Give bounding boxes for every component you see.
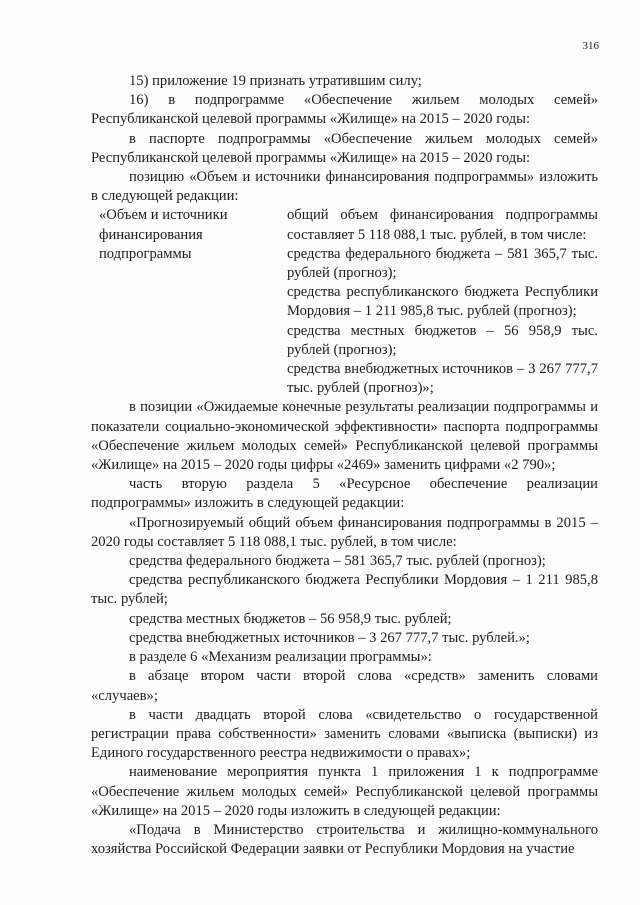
paragraph: 16) в подпрограмме «Обеспечение жильем молодых семей» Республиканской целевой программы «Жилище» на 2015 – 2020 годы: [91, 92, 598, 128]
paragraph: позицию «Объем и источники финансирования подпрограммы» изложить в следующей редакции: [91, 169, 598, 205]
paragraph: средства республиканского бюджета Республики Мордовия – 1 211 985,8 тыс. рублей; [91, 572, 598, 608]
table-line: средства республиканского бюджета Республики Мордовия – 1 211 985,8 тыс. рублей (прогноз); [287, 284, 598, 320]
table-cell-right [287, 206, 598, 398]
paragraph: в разделе 6 «Механизм реализации программы»: [129, 649, 432, 666]
table-cell-left: «Объем и источники финансирования подпрограммы [99, 207, 228, 262]
paragraph: «Подача в Министерство строительства и жилищно-коммунального хозяйства Российской Федерации заявки от Республики Мордовия на участие [91, 821, 598, 858]
paragraph: средства местных бюджетов – 56 958,9 тыс. рублей; [129, 610, 452, 627]
page-number: 316 [582, 40, 599, 52]
paragraph: средства федерального бюджета – 581 365,7 тыс. рублей (прогноз); [129, 553, 546, 570]
paragraph: средства внебюджетных источников – 3 267 777,7 тыс. рублей.»; [129, 629, 530, 646]
paragraph: 15) приложение 19 признать утратившим силу; [129, 73, 422, 89]
table-line: общий объем финансирования подпрограммы составляет 5 118 088,1 тыс. рублей, в том числе: [287, 207, 598, 243]
paragraph: в паспорте подпрограммы «Обеспечение жильем молодых семей» Республиканской целевой программы «Жилище» на 2015 – 2020 годы: [91, 130, 598, 166]
table-line: средства федерального бюджета – 581 365,7 тыс. рублей (прогноз); [287, 245, 598, 282]
paragraph: «Прогнозируемый общий объем финансирования подпрограммы в 2015 – 2020 годы составляет 5 118 088,1 тыс. рублей, в том числе: [91, 514, 598, 550]
paragraph: в абзаце втором части второй слова «средств» заменить словами «случаев»; [91, 668, 598, 704]
table-line: средства местных бюджетов – 56 958,9 тыс. рублей (прогноз); [287, 322, 598, 358]
table-line: средства внебюджетных источников – 3 267 777,7 тыс. рублей (прогноз)»; [287, 361, 598, 397]
paragraph: в части двадцать второй слова «свидетельство о государственной регистрации права собственности» заменить словами «выписка (выписки) из Единого государственного реестра недвижимости о правах»; [91, 706, 598, 762]
passport-table [91, 206, 598, 398]
paragraph: наименование мероприятия пункта 1 приложения 1 к подпрограмме «Обеспечение жильем молодых семей» Республиканской целевой программы «Жилище» на 2015 – 2020 годы изложить в следующей редакции: [91, 764, 598, 819]
paragraph: в позиции «Ожидаемые конечные результаты реализации подпрограммы и показатели социально-экономической эффективности» паспорта подпрограммы «Обеспечение жильем молодых семей» Республиканской целевой программы «Жилище» на 2015 – 2020 годы цифры «2469» заменить цифрами «2 790»; [91, 399, 598, 474]
paragraph: часть вторую раздела 5 «Ресурсное обеспечение реализации подпрограммы» изложить в следующей редакции: [91, 476, 598, 512]
document-body [91, 72, 598, 859]
